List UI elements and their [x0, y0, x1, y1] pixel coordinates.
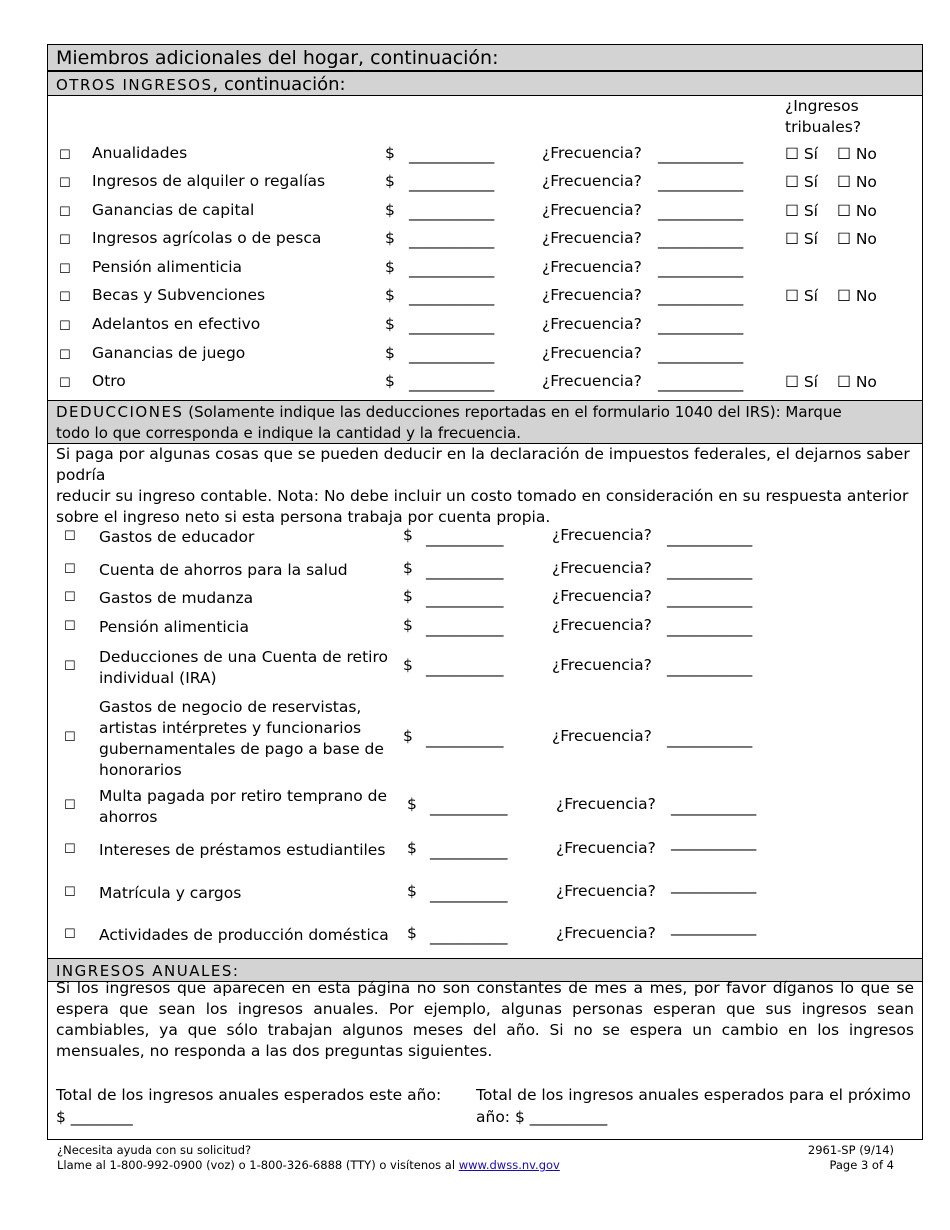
deduction-label-line: Cuenta de ahorros para la salud [99, 561, 348, 579]
other-income-row [48, 286, 922, 310]
deductions-intro: Si paga por algunas cosas que se pueden deducir en la declaración de impuestos federales, el dejarnos saber podría reducir su ingreso contable. Nota: No debe incluir un costo tomado en consideración en su respuesta anterior sobre el ingreso neto si esta persona trabaja por cuenta propia. [56, 445, 910, 526]
frequency-input[interactable]: ___________ [667, 659, 753, 677]
amount-input[interactable]: ___________ [409, 317, 495, 335]
frequency-input[interactable]: ___________ [667, 730, 753, 748]
amount-input[interactable]: __________ [426, 561, 504, 580]
next-year-input[interactable]: año: $ __________ [476, 1108, 608, 1126]
frequency-label: ¿Frecuencia? [542, 229, 642, 247]
currency-sign: $ [385, 201, 395, 219]
tribal-no-checkbox[interactable]: ☐ No [837, 202, 877, 220]
other-income-row [48, 344, 922, 368]
frequency-input[interactable]: ___________ [671, 917, 757, 936]
checkbox[interactable]: ☐ [64, 618, 76, 634]
checkbox[interactable]: ☐ [64, 884, 76, 900]
deduction-label [99, 588, 253, 609]
deduction-label-line: Deducciones de una Cuenta de retiro [99, 648, 388, 666]
deduction-label [99, 883, 241, 904]
annual-income-intro: Si los ingresos que aparecen en esta página no son constantes de mes a mes, por favor díganos lo que se espera que sean los ingresos anuales. Por ejemplo, algunas personas esperan que sus ingresos sean cambiables, ya que sólo trabajan algunos meses del año. Si no se espera un cambio en los ingresos mensuales, no responda a las dos preguntas siguientes. [56, 979, 914, 1060]
tribal-yes-checkbox[interactable]: ☐ Sí [785, 230, 818, 248]
income-label: Ganancias de juego [92, 344, 246, 362]
income-label: Ingresos agrícolas o de pesca [92, 229, 322, 247]
checkbox[interactable]: ☐ [64, 730, 76, 745]
currency-sign: $ [385, 344, 395, 362]
frequency-input[interactable]: ___________ [658, 231, 744, 249]
other-income-header: OTROS INGRESOS, continuación: [48, 71, 922, 96]
income-label: Anualidades [92, 144, 188, 162]
deduction-label [99, 560, 348, 581]
tribal-no-checkbox[interactable]: ☐ No [837, 287, 877, 305]
other-income-row [48, 172, 922, 196]
deduction-label-line: gubernamentales de pago a base de [99, 740, 384, 758]
deduction-label-line: honorarios [99, 761, 182, 779]
frequency-label: ¿Frecuencia? [542, 201, 642, 219]
frequency-label: ¿Frecuencia? [556, 795, 656, 813]
deduction-label-line: Multa pagada por retiro temprano de [99, 787, 387, 805]
checkbox[interactable]: ☐ [64, 528, 76, 544]
currency-sign: $ [403, 525, 413, 544]
amount-input[interactable]: ___________ [409, 203, 495, 221]
income-label: Ganancias de capital [92, 201, 255, 219]
amount-input[interactable]: ___________ [409, 146, 495, 164]
checkbox[interactable]: ☐ [64, 798, 76, 813]
tribal-yes-checkbox[interactable]: ☐ Sí [785, 173, 818, 191]
footer-help: ¿Necesita ayuda con su solicitud? Llame al 1-800-992-0900 (voz) o 1-800-326-6888 (TTY) o visítenos al www.dwss.nv.gov [57, 1143, 560, 1172]
form-page [47, 44, 923, 1140]
currency-sign: $ [403, 586, 413, 605]
deductions-header: DEDUCCIONES (Solamente indique las deducciones reportadas en el formulario 1040 del IRS): Marque todo lo que corresponda e indique la cantidad y la frecuencia. [48, 400, 922, 444]
this-year-label: Total de los ingresos anuales esperados este año: [56, 1086, 442, 1104]
frequency-label: ¿Frecuencia? [552, 525, 652, 544]
frequency-label: ¿Frecuencia? [542, 144, 642, 162]
frequency-label: ¿Frecuencia? [556, 838, 656, 857]
frequency-input[interactable]: ___________ [671, 832, 757, 851]
checkbox[interactable]: ☐ [64, 561, 76, 577]
currency-sign: $ [385, 144, 395, 162]
deduction-label-line: Pensión alimenticia [99, 618, 250, 636]
frequency-input[interactable]: ___________ [667, 561, 753, 580]
deduction-label-line: ahorros [99, 808, 158, 826]
income-label: Becas y Subvenciones [92, 286, 266, 304]
checkbox[interactable]: ☐ [59, 205, 71, 220]
tribal-yes-checkbox[interactable]: ☐ Sí [785, 202, 818, 220]
currency-sign: $ [403, 615, 413, 634]
frequency-input[interactable]: ___________ [658, 146, 744, 164]
amount-input[interactable]: ___________ [409, 260, 495, 278]
frequency-input[interactable]: ___________ [658, 174, 744, 192]
frequency-input[interactable]: ___________ [658, 374, 744, 392]
amount-input[interactable]: __________ [430, 926, 508, 945]
tribal-no-checkbox[interactable]: ☐ No [837, 145, 877, 163]
page-title: Miembros adicionales del hogar, continuación: [48, 45, 922, 71]
checkbox[interactable]: ☐ [59, 376, 71, 391]
frequency-label: ¿Frecuencia? [542, 286, 642, 304]
amount-input[interactable]: ___________ [409, 374, 495, 392]
frequency-input[interactable]: ___________ [667, 589, 753, 608]
deduction-label-line: Matrícula y cargos [99, 884, 242, 902]
currency-sign: $ [385, 286, 395, 304]
income-label: Adelantos en efectivo [92, 315, 261, 333]
amount-input[interactable]: ___________ [409, 288, 495, 306]
frequency-label: ¿Frecuencia? [542, 344, 642, 362]
frequency-label: ¿Frecuencia? [556, 881, 656, 900]
frequency-input[interactable]: ___________ [671, 875, 757, 894]
amount-input[interactable]: __________ [426, 589, 504, 608]
currency-sign: $ [385, 229, 395, 247]
frequency-label: ¿Frecuencia? [552, 656, 652, 674]
other-income-row [48, 144, 922, 168]
frequency-input[interactable]: ___________ [658, 346, 744, 364]
frequency-input[interactable]: ___________ [667, 528, 753, 547]
amount-input[interactable]: ___________ [409, 174, 495, 192]
amount-input[interactable]: __________ [430, 841, 508, 860]
checkbox[interactable]: ☐ [59, 262, 71, 277]
other-income-row [48, 201, 922, 225]
frequency-label: ¿Frecuencia? [552, 558, 652, 577]
frequency-label: ¿Frecuencia? [556, 923, 656, 942]
deduction-label [99, 647, 388, 689]
tribal-yes-checkbox[interactable]: ☐ Sí [785, 287, 818, 305]
checkbox[interactable]: ☐ [59, 176, 71, 191]
currency-sign: $ [407, 838, 417, 857]
deduction-label-line: Gastos de mudanza [99, 589, 254, 607]
currency-sign: $ [407, 881, 417, 900]
amount-input[interactable]: __________ [426, 730, 504, 748]
checkbox[interactable]: ☐ [59, 148, 71, 163]
frequency-label: ¿Frecuencia? [552, 727, 652, 745]
deduction-label-line: artistas intérpretes y funcionarios [99, 719, 362, 737]
amount-input[interactable]: __________ [426, 528, 504, 547]
tribal-yes-checkbox[interactable]: ☐ Sí [785, 373, 818, 391]
checkbox[interactable]: ☐ [64, 589, 76, 605]
amount-input[interactable]: __________ [426, 618, 504, 637]
tribal-no-checkbox[interactable]: ☐ No [837, 373, 877, 391]
checkbox[interactable]: ☐ [64, 926, 76, 942]
checkbox[interactable]: ☐ [64, 841, 76, 857]
currency-sign: $ [385, 372, 395, 390]
other-income-row [48, 372, 922, 396]
deduction-label [99, 527, 254, 548]
other-income-row [48, 315, 922, 339]
income-label: Pensión alimenticia [92, 258, 243, 276]
amount-input[interactable]: __________ [426, 659, 504, 677]
checkbox[interactable]: ☐ [59, 348, 71, 363]
currency-sign: $ [407, 795, 417, 813]
checkbox[interactable]: ☐ [59, 233, 71, 248]
deduction-label [99, 840, 385, 861]
tribal-no-checkbox[interactable]: ☐ No [837, 173, 877, 191]
annual-income-header: INGRESOS ANUALES: [48, 958, 922, 982]
deduction-label [99, 697, 384, 781]
amount-input[interactable]: ___________ [409, 346, 495, 364]
frequency-label: ¿Frecuencia? [542, 172, 642, 190]
checkbox[interactable]: ☐ [59, 319, 71, 334]
currency-sign: $ [385, 258, 395, 276]
frequency-input[interactable]: ___________ [658, 288, 744, 306]
currency-sign: $ [403, 558, 413, 577]
currency-sign: $ [385, 172, 395, 190]
amount-input[interactable]: __________ [430, 798, 508, 816]
frequency-input[interactable]: ___________ [667, 618, 753, 637]
currency-sign: $ [385, 315, 395, 333]
currency-sign: $ [407, 923, 417, 942]
checkbox[interactable]: ☐ [59, 290, 71, 305]
currency-sign: $ [403, 727, 413, 745]
currency-sign: $ [403, 656, 413, 674]
frequency-label: ¿Frecuencia? [552, 615, 652, 634]
income-label: Ingresos de alquiler o regalías [92, 172, 326, 190]
frequency-input[interactable]: ___________ [658, 317, 744, 335]
other-income-row [48, 229, 922, 253]
tribal-yes-checkbox[interactable]: ☐ Sí [785, 145, 818, 163]
amount-input[interactable]: ___________ [409, 231, 495, 249]
income-label: Otro [92, 372, 126, 390]
amount-input[interactable]: __________ [430, 884, 508, 903]
deduction-label-line: Actividades de producción doméstica [99, 926, 389, 944]
deduction-label-line: Gastos de educador [99, 528, 255, 546]
deduction-label [99, 925, 389, 946]
next-year-label: Total de los ingresos anuales esperados para el próximo [476, 1086, 911, 1104]
deduction-label-line: Gastos de negocio de reservistas, [99, 698, 362, 716]
other-income-row [48, 258, 922, 282]
this-year-input[interactable]: $ ________ [56, 1108, 133, 1126]
deduction-label-line: individual (IRA) [99, 669, 217, 687]
frequency-input[interactable]: ___________ [658, 260, 744, 278]
tribal-header-line1: ¿Ingresos [785, 97, 859, 115]
tribal-header-line2: tribuales? [785, 118, 862, 136]
frequency-input[interactable]: ___________ [671, 798, 757, 816]
tribal-no-checkbox[interactable]: ☐ No [837, 230, 877, 248]
frequency-label: ¿Frecuencia? [542, 258, 642, 276]
frequency-label: ¿Frecuencia? [542, 315, 642, 333]
checkbox[interactable]: ☐ [64, 659, 76, 674]
frequency-label: ¿Frecuencia? [552, 586, 652, 605]
website-link[interactable]: www.dwss.nv.gov [458, 1158, 560, 1172]
frequency-input[interactable]: ___________ [658, 203, 744, 221]
deduction-label [99, 617, 249, 638]
frequency-label: ¿Frecuencia? [542, 372, 642, 390]
footer-form-info: 2961-SP (9/14) Page 3 of 4 [807, 1143, 894, 1172]
deduction-label-line: Intereses de préstamos estudiantiles [99, 841, 386, 859]
deduction-label [99, 786, 387, 828]
